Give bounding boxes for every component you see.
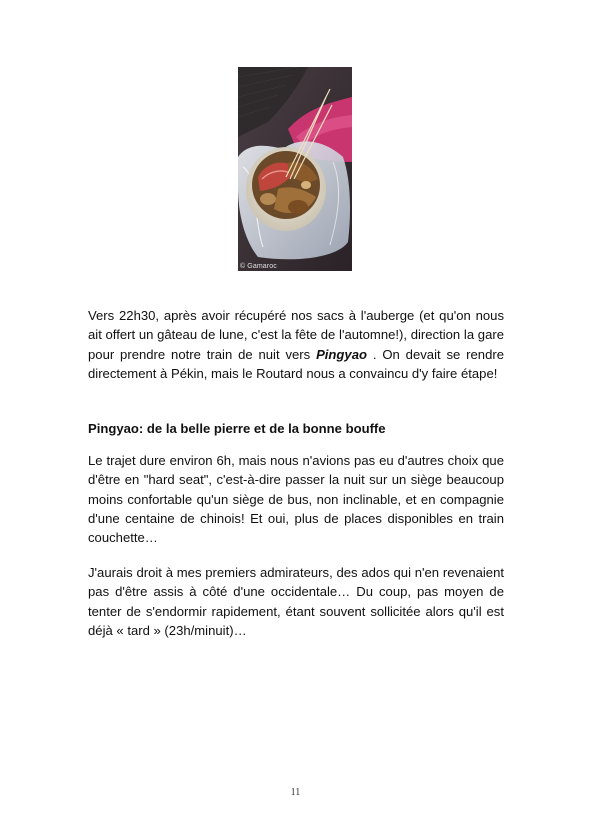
food-photo [238, 67, 352, 271]
paragraph-train-departure [88, 306, 504, 383]
paragraph-hard-seat: Le trajet dure environ 6h, mais nous n'avions pas eu d'autres choix que d'être en "hard seat", c'est-à-dire passer la nuit sur un siège beaucoup moins confortable qu'un siège de bus, non inclinable, et en compagnie d'une centaine de chinois! Et oui, plus de places disponibles en train couchette… [88, 453, 504, 546]
page-number: 11 [290, 787, 301, 798]
paragraph-1-text-after: . On devait se rendre directement à Pékin, mais le Routard nous a convaincu d'y faire étape! [88, 346, 504, 381]
paragraph-admirers: J'aurais droit à mes premiers admirateurs, des ados qui n'en revenaient pas d'être assis à côté d'une occidentale… Du coup, pas moyen de tenter de s'endormir rapidement, étant souvent sollicitée alors qu'il est déjà « tard » (23h/minuit)… [88, 565, 504, 638]
place-name-pingyao: Pingyao [316, 346, 367, 362]
section-heading: Pingyao: de la belle pierre et de la bonne bouffe [88, 421, 386, 436]
photo-watermark: © Gamaroc [240, 263, 277, 270]
food-photo-image [238, 67, 352, 271]
paragraph-1-text-before: Vers 22h30, après avoir récupéré nos sacs à l'auberge (et qu'on nous ait offert un gâteau de lune, c'est la fête de l'automne!), direction la gare pour prendre notre train de nuit vers [88, 308, 504, 362]
